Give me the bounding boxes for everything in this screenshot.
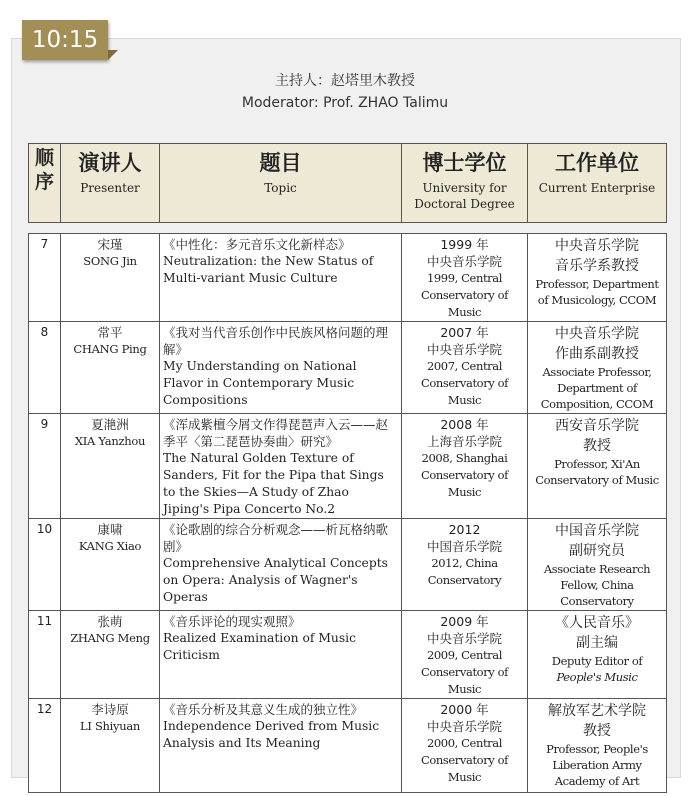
- degree-year: 2009 年: [440, 614, 489, 629]
- row-number: 10: [29, 519, 61, 611]
- row-topic: [160, 414, 402, 519]
- degree-year: 2000 年: [440, 702, 489, 717]
- presenter-en: CHANG Ping: [73, 342, 147, 356]
- enterprise-en: Associate Professor, Department of Composition, CCOM: [540, 365, 654, 411]
- header-topic: 题目 Topic: [160, 144, 402, 223]
- header-enterprise: 工作单位 Current Enterprise: [528, 144, 667, 223]
- topic-zh: 《浑成紫檀今屑文作得琵琶声入云——赵季平〈第二琵琶协奏曲〉研究》: [163, 417, 389, 449]
- topic-zh: 《音乐评论的现实观照》: [163, 614, 301, 629]
- presenter-zh: 宋瑾: [97, 237, 123, 252]
- enterprise-zh-1: 《人民音乐》: [555, 615, 639, 631]
- enterprise-en: Associate Research Fellow, China Conservatory: [543, 562, 651, 608]
- presenter-zh: 李诗原: [91, 702, 129, 717]
- degree-en: 2007, Central Conservatory of Music: [420, 359, 509, 407]
- table-row: [29, 699, 667, 793]
- row-degree: [402, 322, 528, 414]
- topic-en: Comprehensive Analytical Concepts on Opera: Analysis of Wagner's Operas: [163, 556, 388, 604]
- row-enterprise: [528, 234, 667, 322]
- degree-year: 2007 年: [440, 325, 489, 340]
- presenter-en: KANG Xiao: [78, 539, 142, 553]
- time-badge: 10:15: [22, 20, 108, 60]
- row-enterprise: [528, 611, 667, 699]
- enterprise-zh-2: 副研究员: [569, 543, 625, 559]
- enterprise-en: Professor, People's Liberation Army Academy of Art: [546, 742, 648, 788]
- topic-en: Independence Derived from Music Analysis and Its Meaning: [163, 719, 380, 750]
- presenter-en: ZHANG Meng: [70, 631, 150, 645]
- table-row: [29, 322, 667, 414]
- enterprise-en: Professor, Department of Musicology, CCOM: [535, 277, 659, 307]
- topic-en: The Natural Golden Texture of Sanders, Fit for the Pipa that Sings to the Skies—A Study of Zhao Jiping's Pipa Concerto No.2: [163, 451, 384, 516]
- enterprise-zh-1: 中央音乐学院: [555, 238, 639, 254]
- row-degree: [402, 699, 528, 793]
- row-presenter: [61, 611, 160, 699]
- row-presenter: [61, 699, 160, 793]
- moderator-zh: 主持人：赵塔里木教授: [275, 73, 415, 89]
- enterprise-zh-1: 中央音乐学院: [555, 326, 639, 342]
- row-number: 7: [29, 234, 61, 322]
- degree-en: 2012, China Conservatory: [427, 556, 502, 587]
- schedule-header: [28, 143, 667, 223]
- row-degree: [402, 234, 528, 322]
- enterprise-zh-2: 副主编: [576, 635, 618, 651]
- presenter-en: XIA Yanzhou: [74, 434, 146, 448]
- row-number: 9: [29, 414, 61, 519]
- degree-school: 中央音乐学院: [426, 631, 502, 646]
- presenter-zh: 常平: [97, 325, 123, 340]
- enterprise-zh-2: 教授: [583, 438, 611, 454]
- table-row: [29, 611, 667, 699]
- row-topic: [160, 699, 402, 793]
- topic-zh: 《我对当代音乐创作中民族风格问题的理解》: [163, 325, 389, 357]
- topic-en: My Understanding on National Flavor in Contemporary Music Compositions: [163, 359, 357, 407]
- table-row: [29, 234, 667, 322]
- enterprise-zh-2: 作曲系副教授: [555, 346, 639, 362]
- enterprise-zh-1: 解放军艺术学院: [548, 703, 646, 719]
- enterprise-zh-2: 教授: [583, 723, 611, 739]
- row-degree: [402, 414, 528, 519]
- row-number: 8: [29, 322, 61, 414]
- row-topic: [160, 234, 402, 322]
- topic-zh: 《音乐分析及其意义生成的独立性》: [163, 702, 364, 717]
- enterprise-en-italic: People's Music: [556, 670, 638, 684]
- table-row: [29, 519, 667, 611]
- schedule-table: [28, 233, 667, 793]
- degree-en: 1999, Central Conservatory of Music: [420, 271, 509, 319]
- degree-year: 1999 年: [440, 237, 489, 252]
- row-presenter: [61, 322, 160, 414]
- header-degree: 博士学位 University for Doctoral Degree: [402, 144, 528, 223]
- presenter-en: LI Shiyuan: [80, 719, 140, 733]
- row-presenter: [61, 234, 160, 322]
- row-presenter: [61, 519, 160, 611]
- presenter-zh: 夏滟洲: [91, 417, 129, 432]
- topic-zh: 《中性化：多元音乐文化新样态》: [163, 237, 351, 252]
- degree-year: 2012: [448, 522, 481, 537]
- degree-en: 2000, Central Conservatory of Music: [420, 736, 509, 784]
- degree-en: 2009, Central Conservatory of Music: [420, 648, 509, 696]
- degree-school: 中央音乐学院: [426, 342, 502, 357]
- topic-en: Neutralization: the New Status of Multi-variant Music Culture: [163, 254, 374, 285]
- enterprise-zh-1: 中国音乐学院: [555, 523, 639, 539]
- row-enterprise: [528, 699, 667, 793]
- header-order: 顺序: [29, 144, 61, 223]
- topic-en: Realized Examination of Music Criticism: [163, 631, 356, 662]
- row-enterprise: [528, 414, 667, 519]
- degree-year: 2008 年: [440, 417, 489, 432]
- row-degree: [402, 519, 528, 611]
- row-number: 11: [29, 611, 61, 699]
- row-topic: [160, 611, 402, 699]
- enterprise-zh-2: 音乐学系教授: [555, 258, 639, 274]
- degree-school: 上海音乐学院: [426, 434, 502, 449]
- row-number: 12: [29, 699, 61, 793]
- moderator-en: Moderator: Prof. ZHAO Talimu: [241, 95, 449, 111]
- row-enterprise: [528, 322, 667, 414]
- degree-en: 2008, Shanghai Conservatory of Music: [420, 451, 509, 499]
- row-presenter: [61, 414, 160, 519]
- enterprise-en: Professor, Xi'An Conservatory of Music: [535, 457, 659, 487]
- row-topic: [160, 519, 402, 611]
- presenter-en: SONG Jin: [83, 254, 137, 268]
- presenter-zh: 张萌: [97, 614, 123, 629]
- header-presenter: 演讲人 Presenter: [61, 144, 160, 223]
- row-enterprise: [528, 519, 667, 611]
- degree-school: 中央音乐学院: [426, 719, 502, 734]
- degree-school: 中国音乐学院: [426, 539, 502, 554]
- row-degree: [402, 611, 528, 699]
- table-row: [29, 414, 667, 519]
- degree-school: 中央音乐学院: [426, 254, 502, 269]
- enterprise-en: Deputy Editor of: [551, 654, 643, 668]
- topic-zh: 《论歌剧的综合分析观念——析瓦格纳歌剧》: [163, 522, 389, 554]
- row-topic: [160, 322, 402, 414]
- presenter-zh: 康啸: [97, 522, 123, 537]
- enterprise-zh-1: 西安音乐学院: [555, 418, 639, 434]
